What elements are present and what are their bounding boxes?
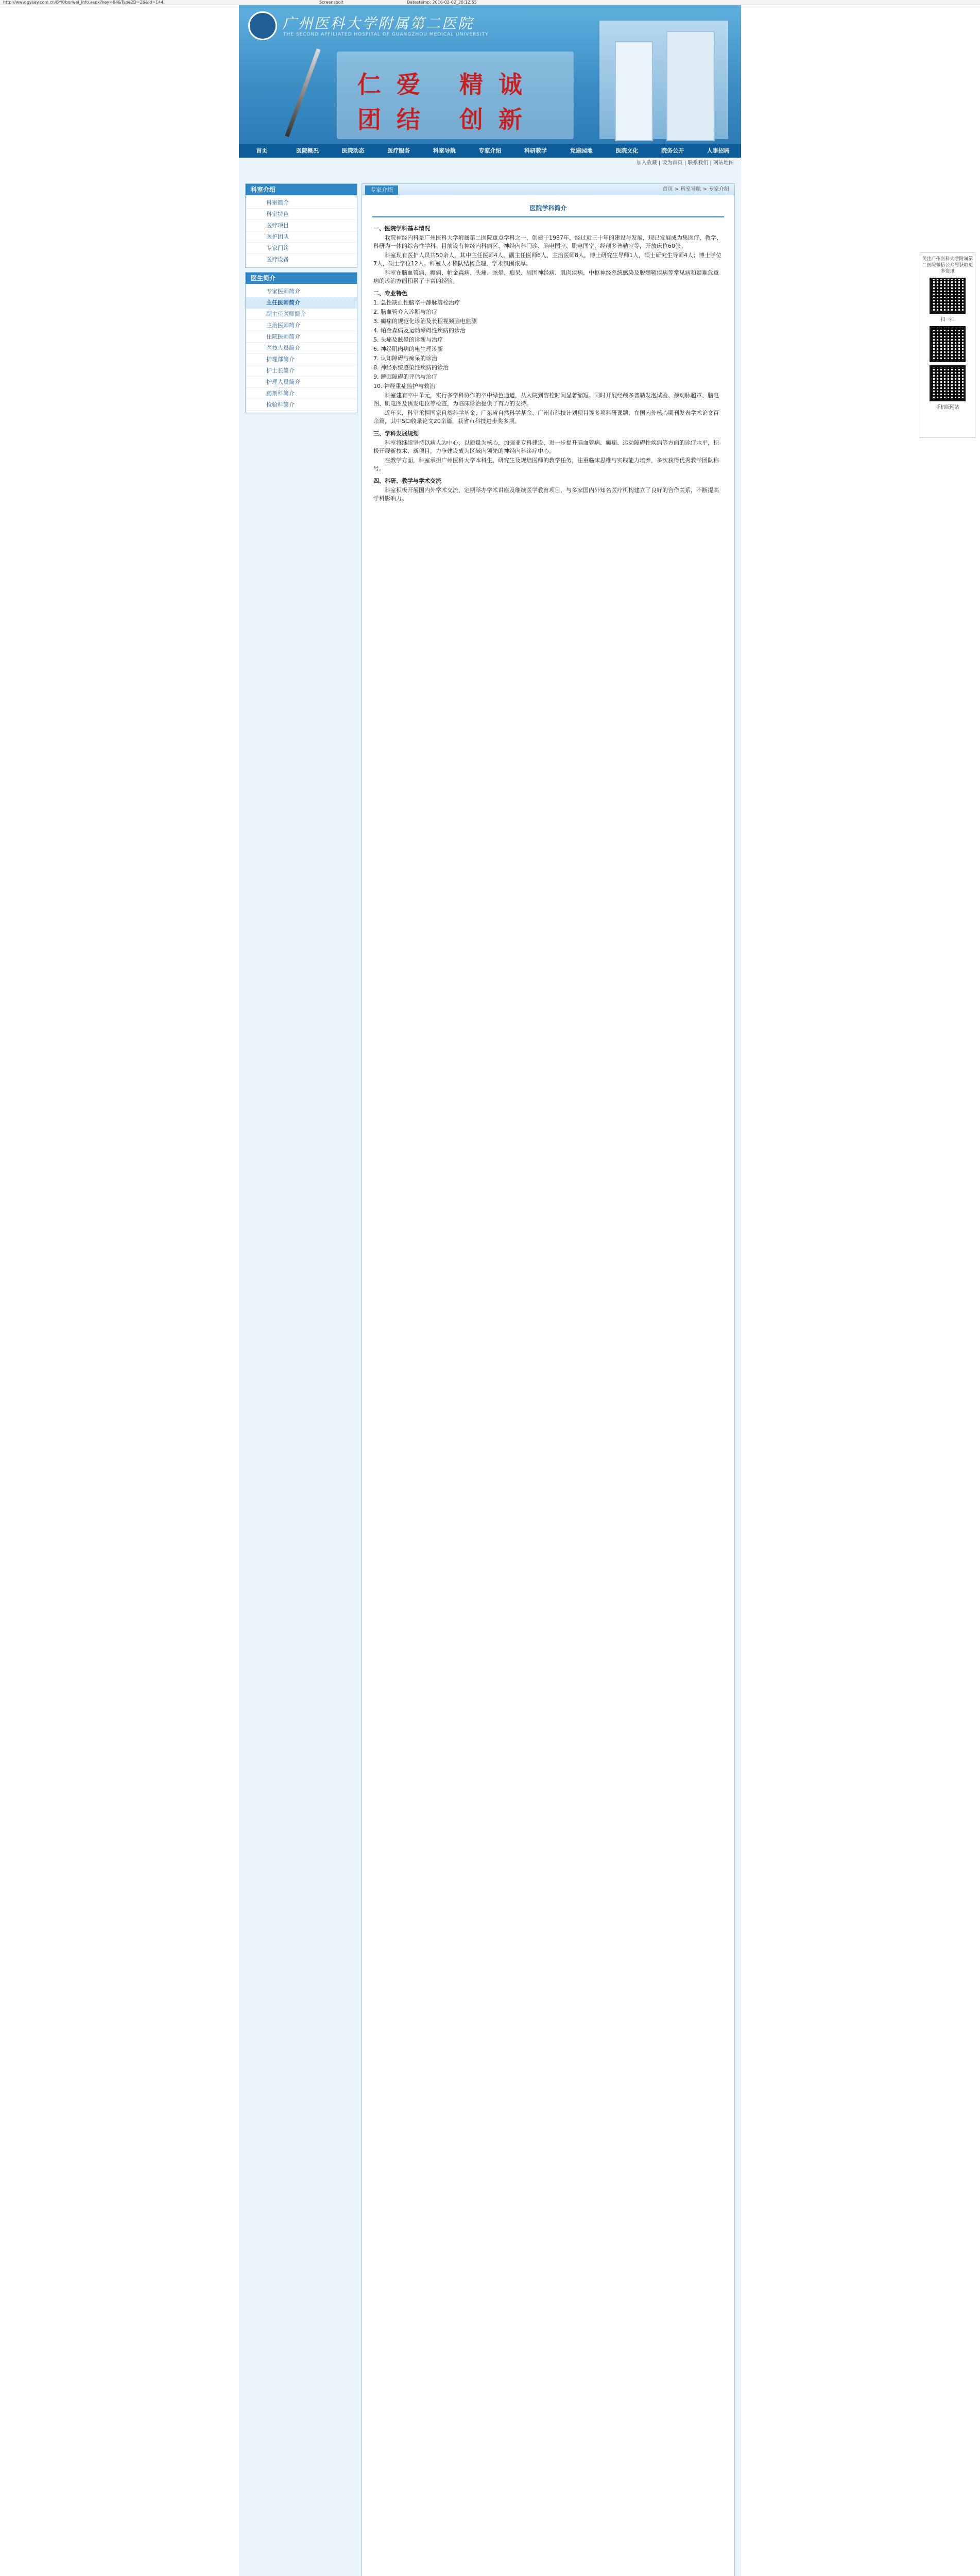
article-body [362, 225, 734, 503]
browser-url[interactable]: http://www.gysey.com.cn/BYK/borwei_info.aspx?key=64&Type2D=26&id=144 [3, 0, 164, 5]
school-name: 广州医科大学附属第二医院 [282, 15, 474, 32]
list-item: 1. 急性缺血性脑卒中静脉溶栓治疗 [373, 299, 460, 306]
sidebar-item[interactable]: 副主任医师简介 [246, 309, 357, 320]
browser-bar [0, 0, 980, 5]
motto-panel [337, 52, 574, 139]
sidebar-item-active[interactable]: 主任医师简介 [246, 297, 357, 309]
sidebar-item[interactable]: 主治医师简介 [246, 320, 357, 331]
title-divider [372, 216, 724, 217]
paragraph: 科室建有卒中单元，实行多学科协作的卒中绿色通道，从入院到溶栓时间显著缩短。同时开展经颅多普勒发泡试验、颈动脉超声、脑电图、肌电图及诱发电位等检查，为临床诊治提供了有力的支持。 [373, 392, 719, 407]
paragraph: 科室在脑血管病、癫痫、帕金森病、头痛、眩晕、痴呆、周围神经病、肌肉疾病、中枢神经系统感染及脱髓鞘疾病等常见病和疑难危重病的诊治方面积累了丰富的经验。 [373, 269, 719, 284]
list-item: 10. 神经重症监护与救治 [373, 383, 435, 389]
nav-item[interactable]: 党建园地 [570, 147, 593, 154]
sidebar-item[interactable]: 专家医师简介 [246, 286, 357, 297]
nav-item[interactable]: 科室导航 [433, 147, 456, 154]
paragraph: 科室将继续坚持以病人为中心，以质量为核心，加强亚专科建设，进一步提升脑血管病、癫痫、运动障碍性疾病等方面的诊疗水平，积极开展新技术、新项目，力争建设成为区域内领先的神经内科诊疗中心。 [373, 439, 719, 454]
sidebar-title: 科室介绍 [246, 184, 357, 195]
nav-item[interactable]: 医院文化 [615, 147, 639, 154]
sidebar-item[interactable]: 专家门诊 [246, 243, 357, 254]
sidebar-item[interactable]: 科室简介 [246, 197, 357, 209]
sidebar-item[interactable]: 科室特色 [246, 209, 357, 220]
sidebar-item[interactable]: 医护团队 [246, 231, 357, 243]
sidebar [245, 183, 357, 417]
nav-item[interactable]: 医疗服务 [387, 147, 410, 154]
section-heading: 四、科研、教学与学术交流 [373, 478, 441, 484]
sidebar-item[interactable]: 检验科简介 [246, 399, 357, 411]
sidebar-box-dept [245, 183, 357, 268]
qr-code-panel [920, 252, 975, 438]
sidebar-item[interactable]: 住院医师简介 [246, 331, 357, 343]
breadcrumb[interactable]: 首页 > 科室导航 > 专家介绍 [662, 187, 729, 192]
sidebar-item[interactable]: 护理人员简介 [246, 377, 357, 388]
sidebar-item[interactable]: 药剂科简介 [246, 388, 357, 399]
sidebar-title: 医生简介 [246, 273, 357, 284]
sidebar-item[interactable]: 医技人员简介 [246, 343, 357, 354]
section-heading: 三、学科发展规划 [373, 430, 419, 437]
qr-code-icon [930, 365, 966, 401]
nav-item[interactable]: 专家介绍 [478, 147, 502, 154]
main-nav [239, 144, 741, 158]
list-item: 6. 神经肌肉病的电生理诊断 [373, 346, 443, 352]
utility-links[interactable]: 加入收藏 | 设为首页 | 联系我们 | 网站地图 [636, 160, 734, 166]
list-item: 3. 癫痫的规范化诊治及长程视频脑电监测 [373, 318, 477, 325]
paragraph: 近年来，科室承担国家自然科学基金、广东省自然科学基金、广州市科技计划项目等多项科研课题，在国内外核心期刊发表学术论文百余篇，其中SCI收录论文20余篇，获省市科技进步奖多项。 [373, 410, 719, 425]
main-tab[interactable]: 专家介绍 [365, 185, 398, 195]
nav-item[interactable]: 人事招聘 [707, 147, 730, 154]
sidebar-item[interactable]: 医疗设备 [246, 254, 357, 265]
browser-timestamp: Datestemp: 2016-02-02_20:12:55 [407, 0, 477, 5]
motto-line: 团结 创新 [357, 106, 538, 133]
header-banner [239, 5, 741, 144]
motto-line: 仁爱 精诚 [357, 71, 538, 98]
paragraph: 科室积极开展国内外学术交流，定期举办学术讲座及继续医学教育项目，与多家国内外知名医疗机构建立了良好的合作关系，不断提高学科影响力。 [373, 487, 719, 502]
qr-code-icon [930, 278, 966, 314]
sidebar-item[interactable]: 护理部简介 [246, 354, 357, 365]
nav-item[interactable]: 院务公开 [661, 147, 684, 154]
list-item: 8. 神经系统感染性疾病的诊治 [373, 364, 449, 371]
brush-decoration [285, 48, 320, 137]
paragraph: 在教学方面，科室承担广州医科大学本科生、研究生及规培医师的教学任务，注重临床思维与实践能力培养，多次获得优秀教学团队称号。 [373, 457, 719, 472]
hospital-building-image [599, 21, 728, 139]
nav-item[interactable]: 首页 [256, 147, 268, 154]
qr-caption: 扫一扫 [940, 317, 955, 323]
sidebar-item[interactable]: 护士长简介 [246, 365, 357, 377]
list-item: 7. 认知障碍与痴呆的诊治 [373, 355, 437, 362]
sidebar-item[interactable]: 医疗项目 [246, 220, 357, 231]
section-heading: 一、医院学科基本情况 [373, 225, 430, 232]
qr-caption: 手机版网站 [936, 405, 959, 410]
page-title: 医院学科简介 [529, 205, 567, 212]
list-item: 5. 头痛及眩晕的诊断与治疗 [373, 336, 443, 343]
qr-code-icon [930, 326, 966, 362]
list-item: 2. 脑血管介入诊断与治疗 [373, 309, 437, 315]
main-panel [362, 183, 735, 2576]
page-frame [239, 5, 741, 2576]
paragraph: 科室现有医护人员共50余人，其中主任医师4人，副主任医师6人，主治医师8人，博士研究生导师1人，硕士研究生导师4人；博士学位7人，硕士学位12人。科室人才梯队结构合理，学术氛围浓厚。 [373, 252, 721, 267]
sidebar-box-doctors [245, 272, 357, 413]
section-heading: 二、专业特色 [373, 290, 407, 297]
nav-item[interactable]: 医院概况 [296, 147, 319, 154]
list-item: 9. 睡眠障碍的评估与治疗 [373, 374, 437, 380]
paragraph: 我院神经内科是广州医科大学附属第二医院重点学科之一，创建于1987年，经过近三十年的建设与发展，现已发展成为集医疗、教学、科研为一体的综合性学科。目前设有神经内科病区、神经内科门诊、脑电图室、肌电图室、经颅多普勒室等，开放床位60张。 [373, 234, 722, 249]
qr-caption: 关注广州医科大学附属第二医院微信公众号获取更多资讯 [922, 257, 973, 274]
browser-title: Screenspolt [319, 0, 344, 5]
list-item: 4. 帕金森病及运动障碍性疾病的诊治 [373, 327, 466, 334]
hospital-logo [248, 11, 277, 40]
school-name-en: THE SECOND AFFILIATED HOSPITAL OF GUANGZHOU MEDICAL UNIVERSITY [283, 32, 489, 37]
main-header [362, 184, 734, 195]
nav-item[interactable]: 医院动态 [341, 147, 365, 154]
nav-item[interactable]: 科研教学 [524, 147, 547, 154]
